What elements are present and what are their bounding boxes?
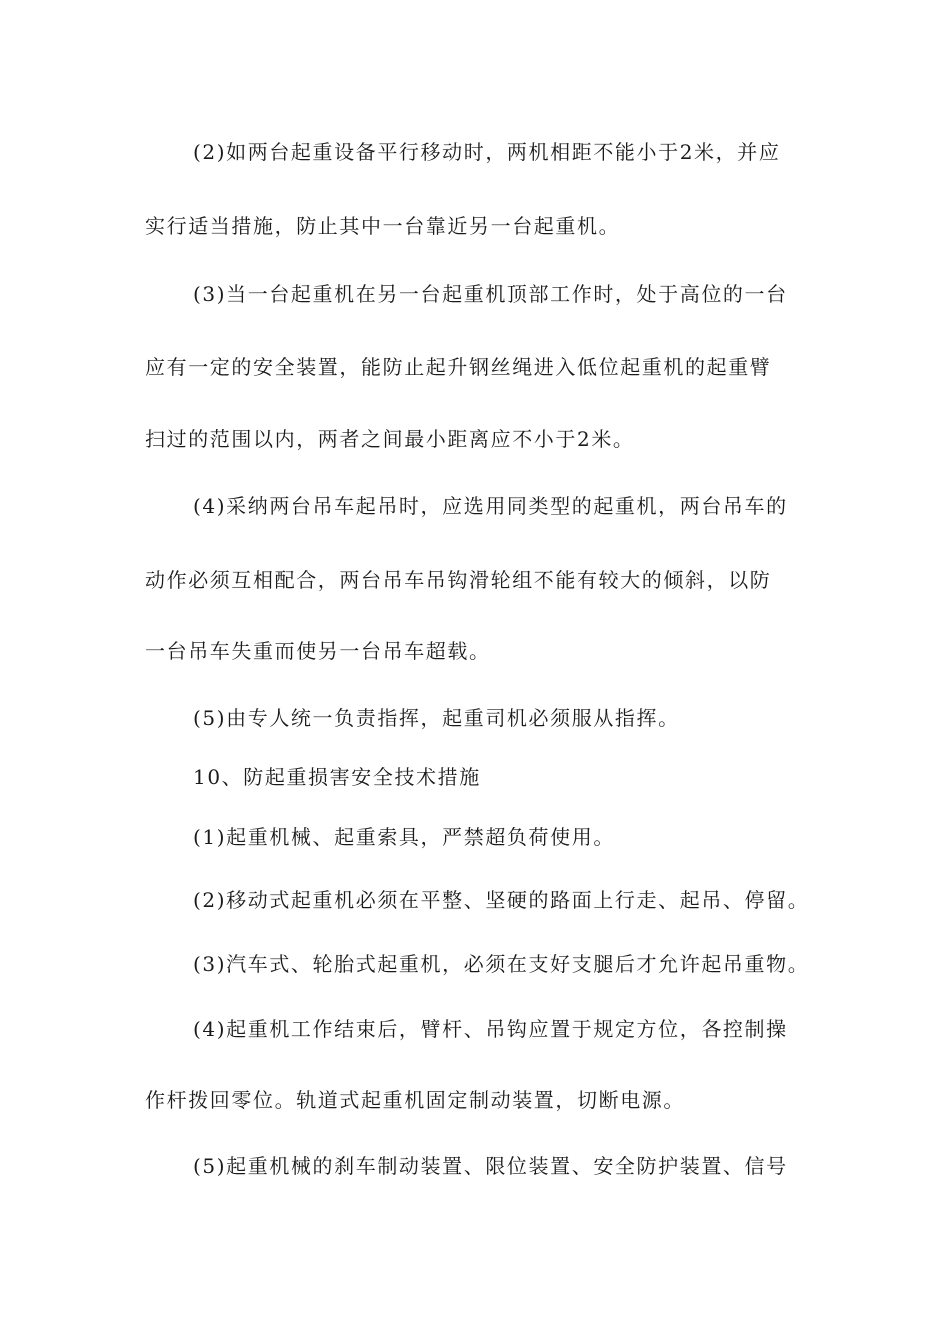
paragraph-line: (5)由专人统一负责指挥，起重司机必须服从指挥。 — [193, 706, 680, 730]
paragraph-line: (5)起重机械的刹车制动装置、限位装置、安全防护装置、信号 — [193, 1154, 788, 1178]
paragraph-line: (1)起重机械、起重索具，严禁超负荷使用。 — [193, 825, 615, 849]
paragraph-line: (4)采纳两台吊车起吊时，应选用同类型的起重机，两台吊车的 — [193, 494, 788, 518]
paragraph-line: 实行适当措施，防止其中一台靠近另一台起重机。 — [145, 214, 621, 238]
section-heading: 10、防起重损害安全技术措施 — [193, 765, 481, 789]
paragraph-line: (3)当一台起重机在另一台起重机顶部工作时，处于高位的一台 — [193, 282, 788, 306]
paragraph-line: (2)如两台起重设备平行移动时，两机相距不能小于2米，并应 — [193, 140, 781, 164]
paragraph-line: 扫过的范围以内，两者之间最小距离应不小于2米。 — [145, 427, 635, 451]
paragraph-line: (2)移动式起重机必须在平整、坚硬的路面上行走、起吊、停留。 — [193, 888, 810, 912]
paragraph-line: (3)汽车式、轮胎式起重机，必须在支好支腿后才允许起吊重物。 — [193, 952, 810, 976]
paragraph-line: 动作必须互相配合，两台吊车吊钩滑轮组不能有较大的倾斜，以防 — [145, 568, 772, 592]
paragraph-line: 作杆拨回零位。轨道式起重机固定制动装置，切断电源。 — [145, 1088, 685, 1112]
paragraph-line: 应有一定的安全装置，能防止起升钢丝绳进入低位起重机的起重臂 — [145, 355, 772, 379]
paragraph-line: (4)起重机工作结束后，臂杆、吊钩应置于规定方位，各控制操 — [193, 1017, 788, 1041]
paragraph-line: 一台吊车失重而使另一台吊车超载。 — [145, 639, 491, 663]
